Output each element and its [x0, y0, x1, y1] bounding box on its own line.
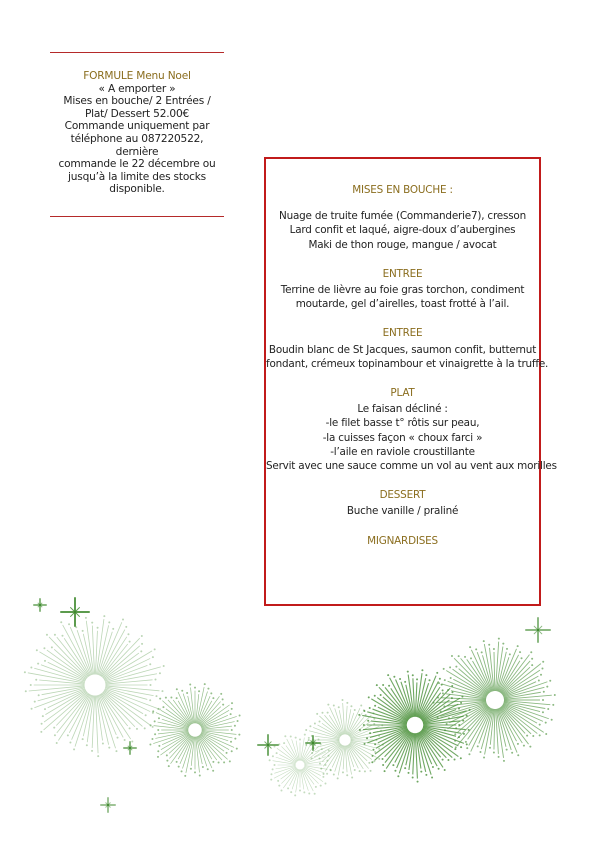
- section-title-mignardises: MIGNARDISES: [367, 534, 438, 547]
- formule-line: disponible.: [109, 183, 165, 196]
- menu-item: Nuage de truite fumée (Commanderie7), cresson: [279, 210, 526, 223]
- sparkle-star-icon: [101, 798, 115, 812]
- section-items-mises-en-bouche: [266, 209, 539, 252]
- menu-item: Buche vanille / praliné: [346, 505, 459, 518]
- menu-content: [266, 183, 557, 548]
- bottom-divider: [50, 216, 224, 217]
- sparkle-star-icon: [124, 742, 136, 754]
- sparkle-star-icon: [258, 735, 278, 755]
- formule-line: Plat/ Dessert 52.00€: [84, 107, 190, 120]
- formule-line: téléphone au 087220522, dernière: [70, 132, 204, 158]
- section-items-dessert: [266, 504, 539, 518]
- sparkle-star-icon: [61, 598, 89, 626]
- formule-line: Commande uniquement par: [64, 120, 210, 133]
- firework-burst-icon: [358, 669, 470, 782]
- menu-box: [264, 157, 557, 606]
- section-title-plat: PLAT: [390, 387, 415, 400]
- firework-burst-icon: [305, 699, 384, 779]
- firework-burst-icon: [24, 615, 165, 757]
- formule-line: Mises en bouche/ 2 Entrées /: [63, 95, 211, 108]
- section-items-entree-2: [266, 343, 549, 371]
- menu-item: Boudin blanc de St Jacques, saumon confit, butternut: [268, 343, 537, 356]
- formule-title: FORMULE Menu Noel: [83, 70, 191, 82]
- formule-line: jusqu’à la limite des stocks: [68, 170, 206, 183]
- sparkle-star-icon: [526, 618, 550, 642]
- section-items-plat: [266, 402, 557, 473]
- menu-item: Terrine de lièvre au foie gras torchon, condiment: [280, 284, 525, 297]
- section-title-entree-1: ENTREE: [382, 267, 423, 280]
- firework-burst-icon: [433, 638, 556, 762]
- menu-item: Le faisan décliné :: [357, 403, 448, 416]
- section-title-entree-2: ENTREE: [382, 327, 423, 340]
- formule-line: « A emporter »: [98, 82, 176, 95]
- top-divider: [50, 52, 224, 53]
- menu-item: -le filet basse t° rôtis sur peau,: [325, 417, 480, 430]
- section-items-entree-1: [266, 283, 539, 311]
- menu-item: fondant, crémeux topinambour et vinaigrette à la truffe.: [266, 357, 549, 370]
- menu-item: -la cuisses façon « choux farci »: [322, 431, 483, 444]
- sparkle-star-icon: [34, 599, 46, 611]
- fireworks-decoration: [0, 590, 600, 849]
- formule-block: [50, 70, 224, 196]
- menu-item: Maki de thon rouge, mangue / avocat: [308, 238, 497, 251]
- menu-item: -l’aile en raviole croustillante: [330, 445, 475, 458]
- menu-item: Lard confit et laqué, aigre-doux d’aubergines: [289, 224, 516, 237]
- menu-item: moutarde, gel d’airelles, toast frotté à l’ail.: [295, 298, 510, 311]
- firework-burst-icon: [149, 683, 240, 777]
- section-title-dessert: DESSERT: [379, 489, 426, 502]
- menu-item: Servit avec une sauce comme un vol au vent aux morilles: [266, 460, 557, 473]
- formule-line: commande le 22 décembre ou: [58, 158, 216, 171]
- section-title-mises-en-bouche: MISES EN BOUCHE :: [352, 184, 453, 196]
